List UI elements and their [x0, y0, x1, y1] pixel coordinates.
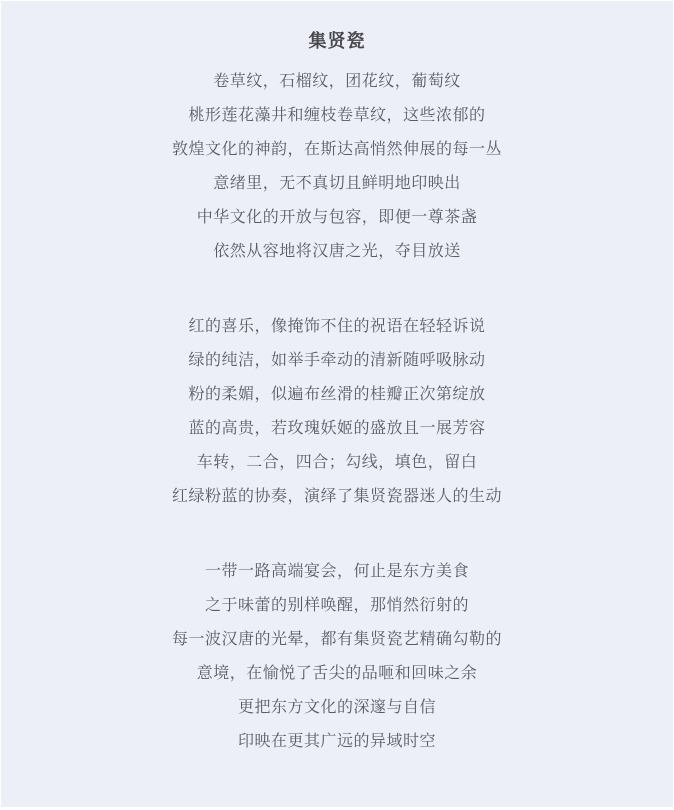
- poem-line: 意境，在愉悦了舌尖的品咂和回味之余: [196, 665, 478, 682]
- poem-line: 蓝的高贵，若玫瑰妖姬的盛放且一展芳容: [188, 420, 486, 437]
- page-title: 集贤瓷: [308, 31, 366, 51]
- poem-line: 粉的柔媚，似遍布丝滑的桂瓣正次第绽放: [188, 386, 486, 403]
- poem-line: 红绿粉蓝的协奏，演绎了集贤瓷器迷人的生动: [171, 488, 502, 505]
- poem-line: 中华文化的开放与包容，即便一尊茶盏: [196, 209, 478, 226]
- poem-stanza-2: [1, 310, 673, 514]
- poem-line: 印映在更其广远的异域时空: [237, 733, 436, 750]
- poem-line: 卷草纹，石榴纹，团花纹，葡萄纹: [213, 73, 461, 90]
- poem-line: 意绪里，无不真切且鲜明地印映出: [213, 175, 461, 192]
- poem-line: 之于味蕾的别样唤醒，那悄然衍射的: [204, 597, 469, 614]
- poem-stanza-3: [1, 555, 673, 759]
- poem-line: 桃形莲花藻井和缠枝卷草纹，这些浓郁的: [188, 107, 486, 124]
- poem-line: 一带一路高端宴会，何止是东方美食: [204, 563, 469, 580]
- poem-line: 每一波汉唐的光晕，都有集贤瓷艺精确勾勒的: [171, 631, 502, 648]
- poem-line: 绿的纯洁，如举手牵动的清新随呼吸脉动: [188, 352, 486, 369]
- poem-page: [1, 1, 673, 807]
- poem-line: 更把东方文化的深邃与自信: [237, 699, 436, 716]
- poem-line: 红的喜乐，像掩饰不住的祝语在轻轻诉说: [188, 318, 486, 335]
- poem-stanza-1: [1, 65, 673, 269]
- poem-line: 依然从容地将汉唐之光，夺目放送: [213, 243, 461, 260]
- poem-line: 敦煌文化的神韵，在斯达高悄然伸展的每一丛: [171, 141, 502, 158]
- poem-line: 车转，二合，四合；勾线，填色，留白: [196, 454, 478, 471]
